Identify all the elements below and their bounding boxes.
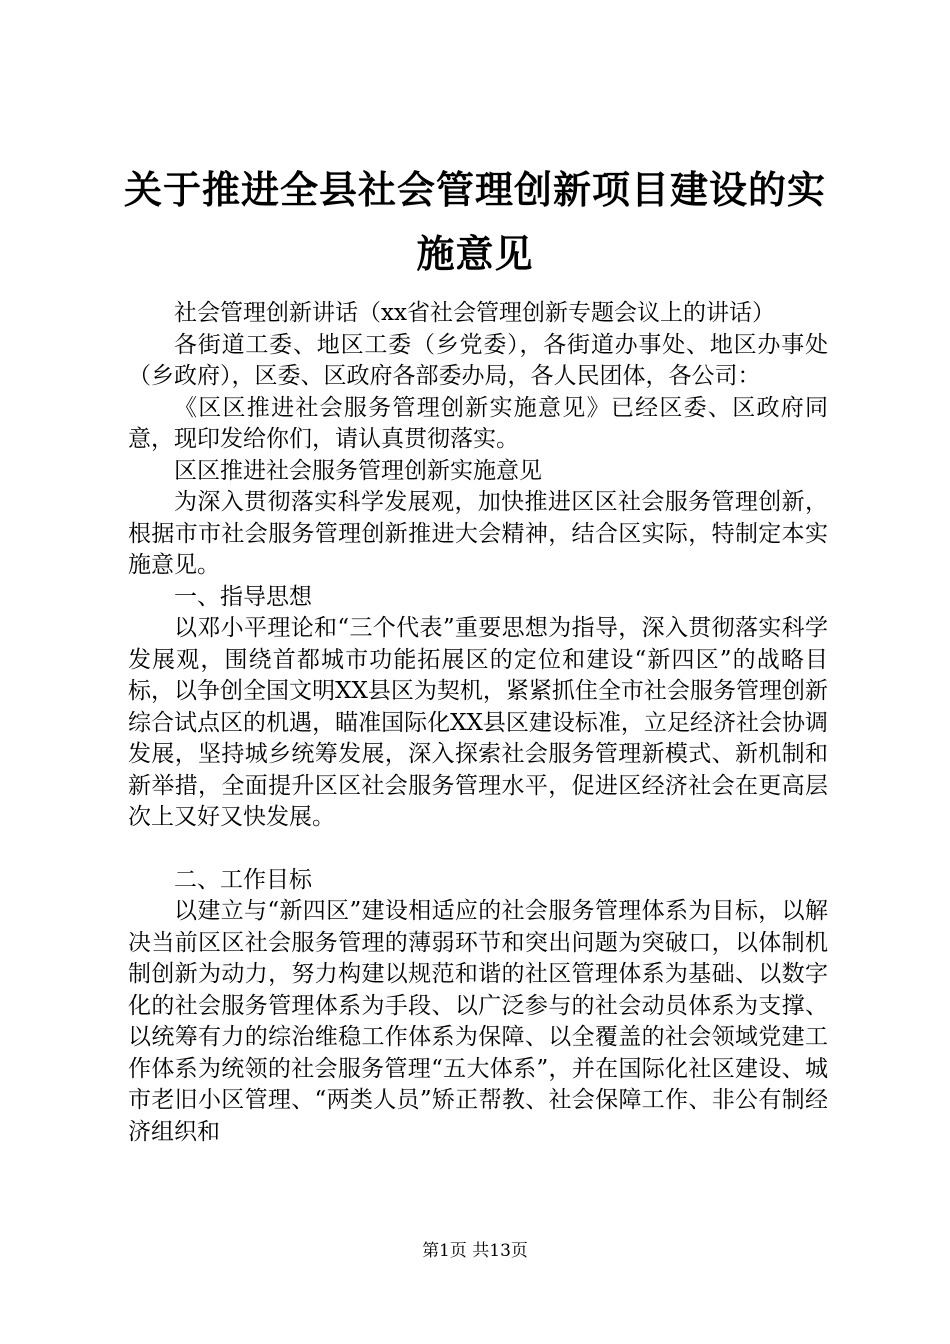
paragraph-notice: 《区区推进社会服务管理创新实施意见》已经区委、区政府同意，现印发给你们，请认真贯彻落实。 bbox=[128, 394, 828, 452]
paragraph-intro: 为深入贯彻落实科学发展观，加快推进区区社会服务管理创新，根据市市社会服务管理创新推进大会精神，结合区实际，特制定本实施意见。 bbox=[128, 489, 828, 578]
section-heading-work-goals: 二、工作目标 bbox=[174, 866, 312, 893]
paragraph-guiding-thought: 以邓小平理论和“三个代表”重要思想为指导，深入贯彻落实科学发展观，围绕首都城市功能拓展区的定位和建设“新四区”的战略目标，以争创全国文明XX县区为契机，紧紧抓住全市社会服务管理创新综合试点区的机遇，瞄准国际化XX县区建设标准，立足经济社会协调发展，坚持城乡统筹发展，深入探索社会服务管理新模式、新机制和新举措，全面提升区区社会服务管理水平，促进区经济社会在更高层次上又好又快发展。 bbox=[128, 615, 828, 830]
section-heading-guiding-thought: 一、指导思想 bbox=[174, 583, 312, 610]
paragraph-subtitle: 区区推进社会服务管理创新实施意见 bbox=[174, 457, 542, 484]
paragraph-recipients: 各街道工委、地区工委（乡党委），各街道办事处、地区办事处（乡政府），区委、区政府各部委办局，各人民团体，各公司： bbox=[128, 331, 828, 389]
page-number-label: 第1页 共13页 bbox=[422, 1241, 528, 1261]
paragraph-work-goals: 以建立与“新四区”建设相适应的社会服务管理体系为目标，以解决当前区区社会服务管理的薄弱环节和突出问题为突破口，以体制机制创新为动力，努力构建以规范和谐的社区管理体系为基础、以数字化的社会服务管理体系为手段、以广泛参与的社会动员体系为支撑、以统筹有力的综治维稳工作体系为保障、以全覆盖的社会领域党建工作体系为统领的社会服务管理“五大体系”，并在国际化社区建设、城市老旧小区管理、“两类人员”矫正帮教、社会保障工作、非公有制经济组织和 bbox=[128, 898, 828, 1145]
document-title: 关于推进全县社会管理创新项目建设的实施意见 bbox=[123, 168, 826, 276]
document-body bbox=[128, 298, 828, 1148]
paragraph-speech-source: 社会管理创新讲话（xx省社会管理创新专题会议上的讲话） bbox=[174, 300, 775, 326]
page-footer bbox=[0, 1240, 950, 1262]
